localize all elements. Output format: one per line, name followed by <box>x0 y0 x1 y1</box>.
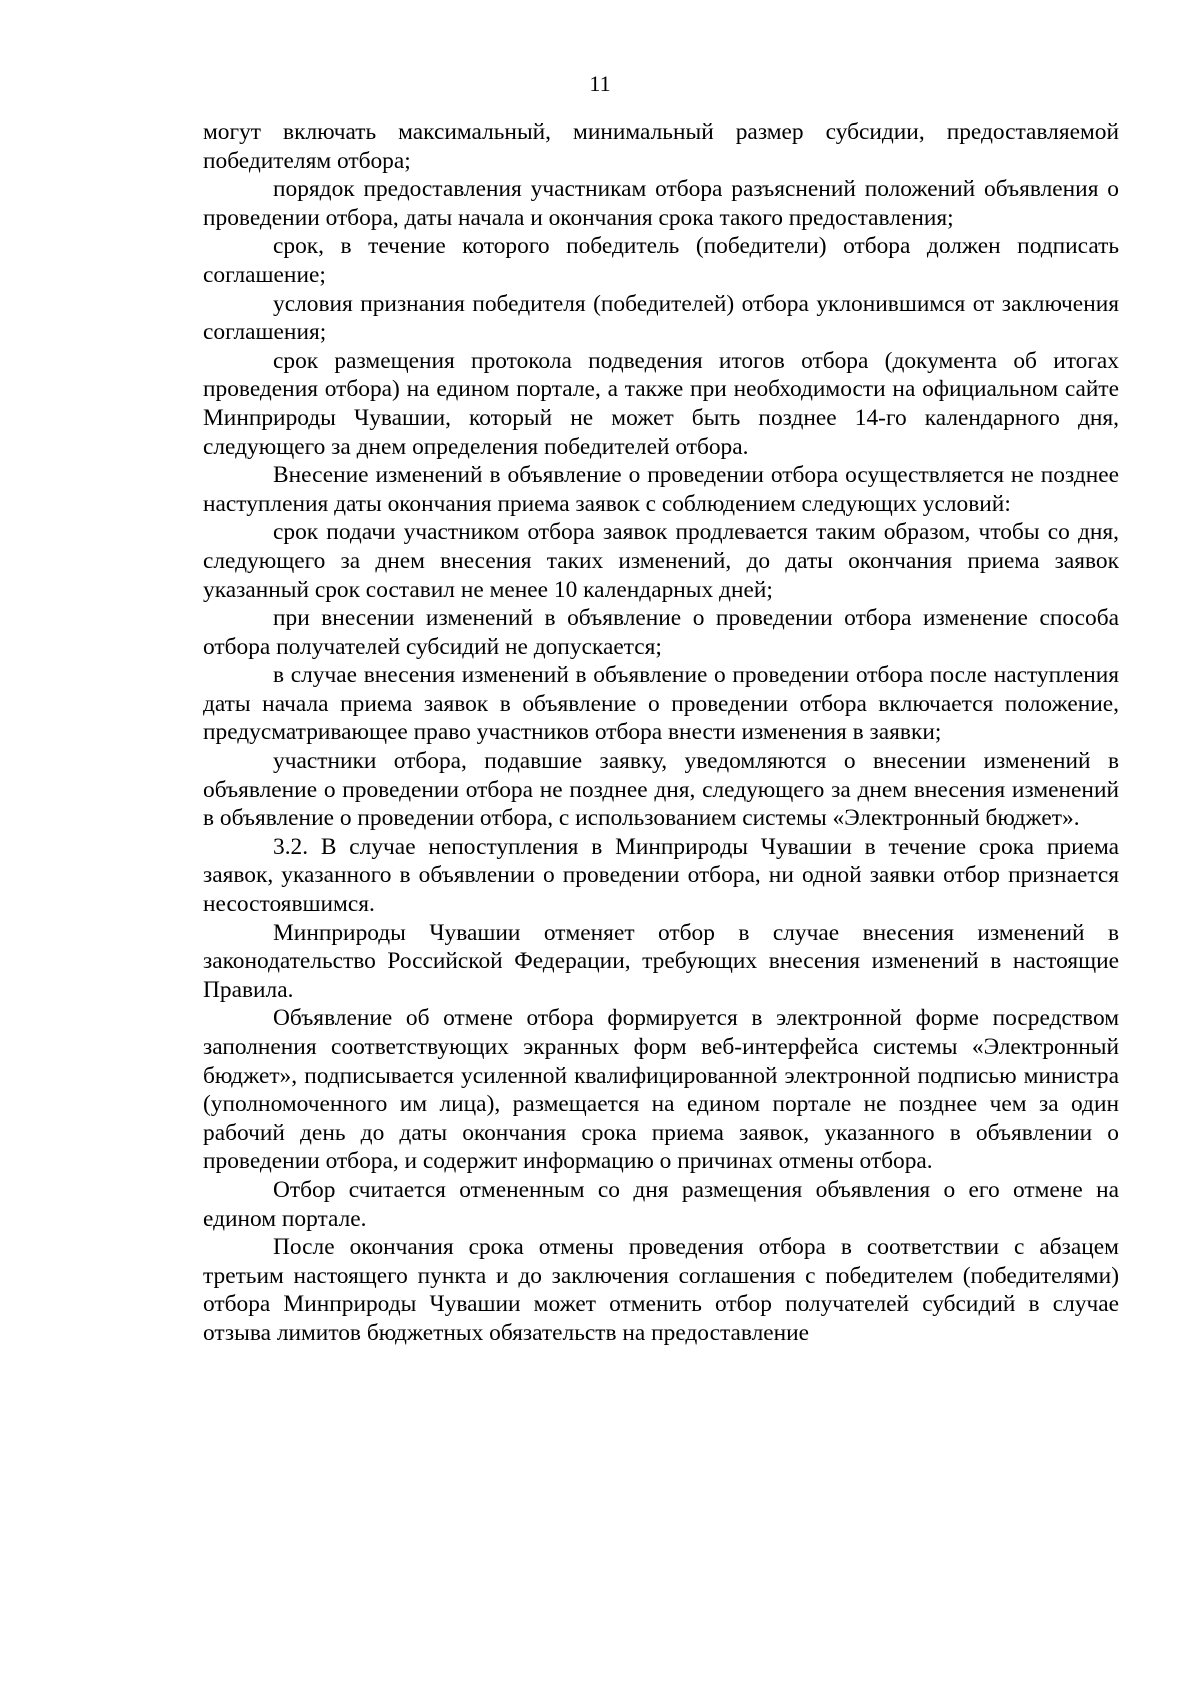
paragraph: Внесение изменений в объявление о проведении отбора осуществляется не позднее наступления даты окончания приема заявок с соблюдением следующих условий: <box>203 462 1119 517</box>
paragraph: условия признания победителя (победителей) отбора уклонившимся от заключения соглашения; <box>203 290 1119 346</box>
paragraph: участники отбора, подавшие заявку, уведомляются о внесении изменений в объявление о проведении отбора не позднее дня, следующего за днем внесения изменений в объявление о проведении отбора, с использованием системы «Электронный бюджет». <box>203 748 1119 832</box>
paragraph: при внесении изменений в объявление о проведении отбора изменение способа отбора получателей субсидий не допускается; <box>203 605 1119 660</box>
document-body <box>203 118 1119 1348</box>
paragraph: После окончания срока отмены проведения отбора в соответствии с абзацем третьим настоящего пункта и до заключения соглашения с победителем (победителями) отбора Минприроды Чувашии может отменить отбор получателей субсидий в случае отзыва лимитов бюджетных обязательств на предоставление <box>203 1234 1119 1346</box>
paragraph: Объявление об отмене отбора формируется в электронной форме посредством заполнения соответствующих экранных форм веб-интерфейса системы «Электронный бюджет», подписывается усиленной квалифицированной электронной подписью министра (уполномоченного им лица), размещается на едином портале не позднее чем за один рабочий день до даты окончания срока приема заявок, указанного в объявлении о проведении отбора, и содержит информацию о причинах отмены отбора. <box>203 1005 1119 1175</box>
paragraph: порядок предоставления участникам отбора разъяснений положений объявления о проведении отбора, даты начала и окончания срока такого предоставления; <box>203 176 1119 231</box>
paragraph: Минприроды Чувашии отменяет отбор в случае внесения изменений в законодательство Российской Федерации, требующих внесения изменений в настоящие Правила. <box>203 919 1119 1003</box>
paragraph: срок подачи участником отбора заявок продлевается таким образом, чтобы со дня, следующего за днем внесения таких изменений, до даты окончания приема заявок указанный срок составил не менее 10 календарных дней; <box>203 519 1119 603</box>
paragraph: срок размещения протокола подведения итогов отбора (документа об итогах проведения отбора) на едином портале, а также при необходимости на официальном сайте Минприроды Чувашии, который не может быть позднее 14-го календарного дня, следующего за днем определения победителей отбора. <box>203 347 1119 460</box>
paragraph-continuation: могут включать максимальный, минимальный размер субсидии, предоставляемой победителям отбора; <box>203 119 1119 174</box>
page-number: 11 <box>589 71 611 96</box>
paragraph: в случае внесения изменений в объявление о проведении отбора после наступления даты начала приема заявок в объявление о проведении отбора включается положение, предусматривающее право участников отбора внести изменения в заявки; <box>203 662 1119 746</box>
paragraph-section-3-2: 3.2. В случае непоступления в Минприроды Чувашии в течение срока приема заявок, указанного в объявлении о проведении отбора, ни одной заявки отбор признается несостоявшимся. <box>203 833 1119 918</box>
paragraph: Отбор считается отмененным со дня размещения объявления о его отмене на едином портале. <box>203 1176 1119 1232</box>
paragraph: срок, в течение которого победитель (победители) отбора должен подписать соглашение; <box>203 233 1119 288</box>
